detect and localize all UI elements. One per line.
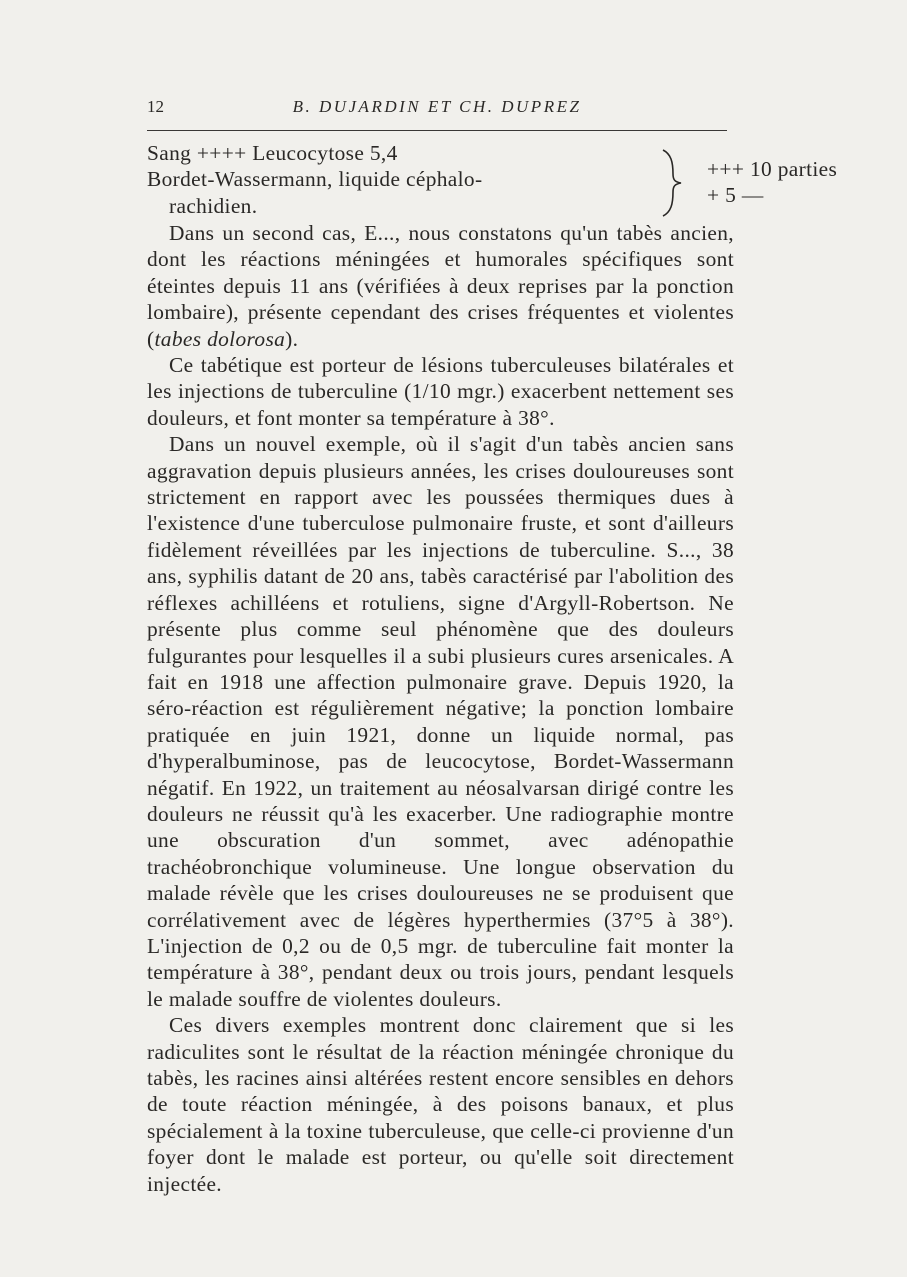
lab-results-left bbox=[147, 140, 522, 219]
body-text bbox=[147, 140, 838, 1197]
running-head bbox=[147, 95, 727, 121]
lab-line-parts: +++ 10 parties bbox=[707, 157, 838, 181]
brace-icon bbox=[657, 148, 691, 218]
header-title: B. DUJARDIN ET CH. DUPREZ bbox=[292, 97, 582, 116]
lab-line-rachidien: rachidien. bbox=[169, 193, 258, 218]
lab-line-five: + 5 — bbox=[707, 183, 764, 208]
paragraph-3: Dans un nouvel exemple, où il s'agit d'un tabès ancien sans aggravation depuis plusieurs années, les crises douloureuses sont strictement en rapport avec les poussées thermiques dues à l'existence d'une tuberculose pulmonaire fruste, et sont d'ailleurs fidèlement réveillées par les injections de tuberculine. S..., 38 ans, syphilis datant de 20 ans, tabès caractérisé par l'abolition des réflexes achilléens et rotuliens, signe d'Argyll-Robertson. Ne présente plus comme seul phénomène que des douleurs fulgurantes pour lesquelles il a subi plusieurs cures arsenicales. A fait en 1918 une affection pulmonaire grave. Depuis 1920, la séro-réaction est régulièrement négative; la ponction lombaire pratiquée en juin 1921, donne un liquide normal, pas d'hyperalbuminose, pas de leucocytose, Bordet-Wassermann négatif. En 1922, un traitement au néosalvarsan dirigé contre les douleurs ne réussit qu'à les exacerber. Une radiographie montre une obscuration d'un sommet, avec adénopathie trachéobronchique volumineuse. Une longue observation du malade révèle que les crises douloureuses ne se produisent que corrélativement avec de légères hyperthermies (37°5 à 38°). L'injection de 0,2 ou de 0,5 mgr. de tuberculine fait monter la température à 38°, pendant deux ou trois jours, pendant lesquels le malade souffre de violentes douleurs. bbox=[147, 432, 734, 1011]
page-number: 12 bbox=[147, 97, 164, 116]
paragraph-1: Dans un second cas, E..., nous constatons qu'un tabès ancien, dont les réactions méningées et humorales spécifiques sont éteintes depuis 11 ans (vérifiées à deux reprises par la ponction lombaire), présente cependant des crises fréquentes et violentes (tabes dolorosa). bbox=[147, 221, 734, 351]
lab-results-right bbox=[707, 156, 907, 209]
paragraph-1-text: Dans un second cas, E..., nous constatons qu'un tabès ancien, dont les réactions méningées et humorales spécifiques sont éteintes depuis 11 ans (vérifiées à deux reprises par la ponction lombaire), présente cependant des crises fréquentes et violentes bbox=[147, 221, 734, 325]
lab-results-block bbox=[147, 140, 838, 220]
paragraph-4: Ces divers exemples montrent donc clairement que si les radiculites sont le résultat de la réaction méningée chronique du tabès, les racines ainsi altérées restent encore sensibles en dehors de toute réaction méningée, à des poisons banaux, et plus spécialement à la toxine tuberculeuse, que celle-ci provienne d'un foyer dont le malade est porteur, ou qu'elle soit directement injectée. bbox=[147, 1013, 734, 1196]
lab-line-blood: Sang ++++ Leucocytose 5,4 bbox=[147, 141, 398, 165]
paragraph-1-italic: tabes dolorosa bbox=[154, 326, 286, 351]
paragraph-2: Ce tabétique est porteur de lésions tuberculeuses bilatérales et les injections de tuberculine (1/10 mgr.) exacerbent nettement ses douleurs, et font monter sa température à 38°. bbox=[147, 353, 734, 430]
lab-line-bordet: Bordet-Wassermann, liquide céphalo- bbox=[147, 167, 483, 192]
header-rule bbox=[147, 130, 727, 131]
